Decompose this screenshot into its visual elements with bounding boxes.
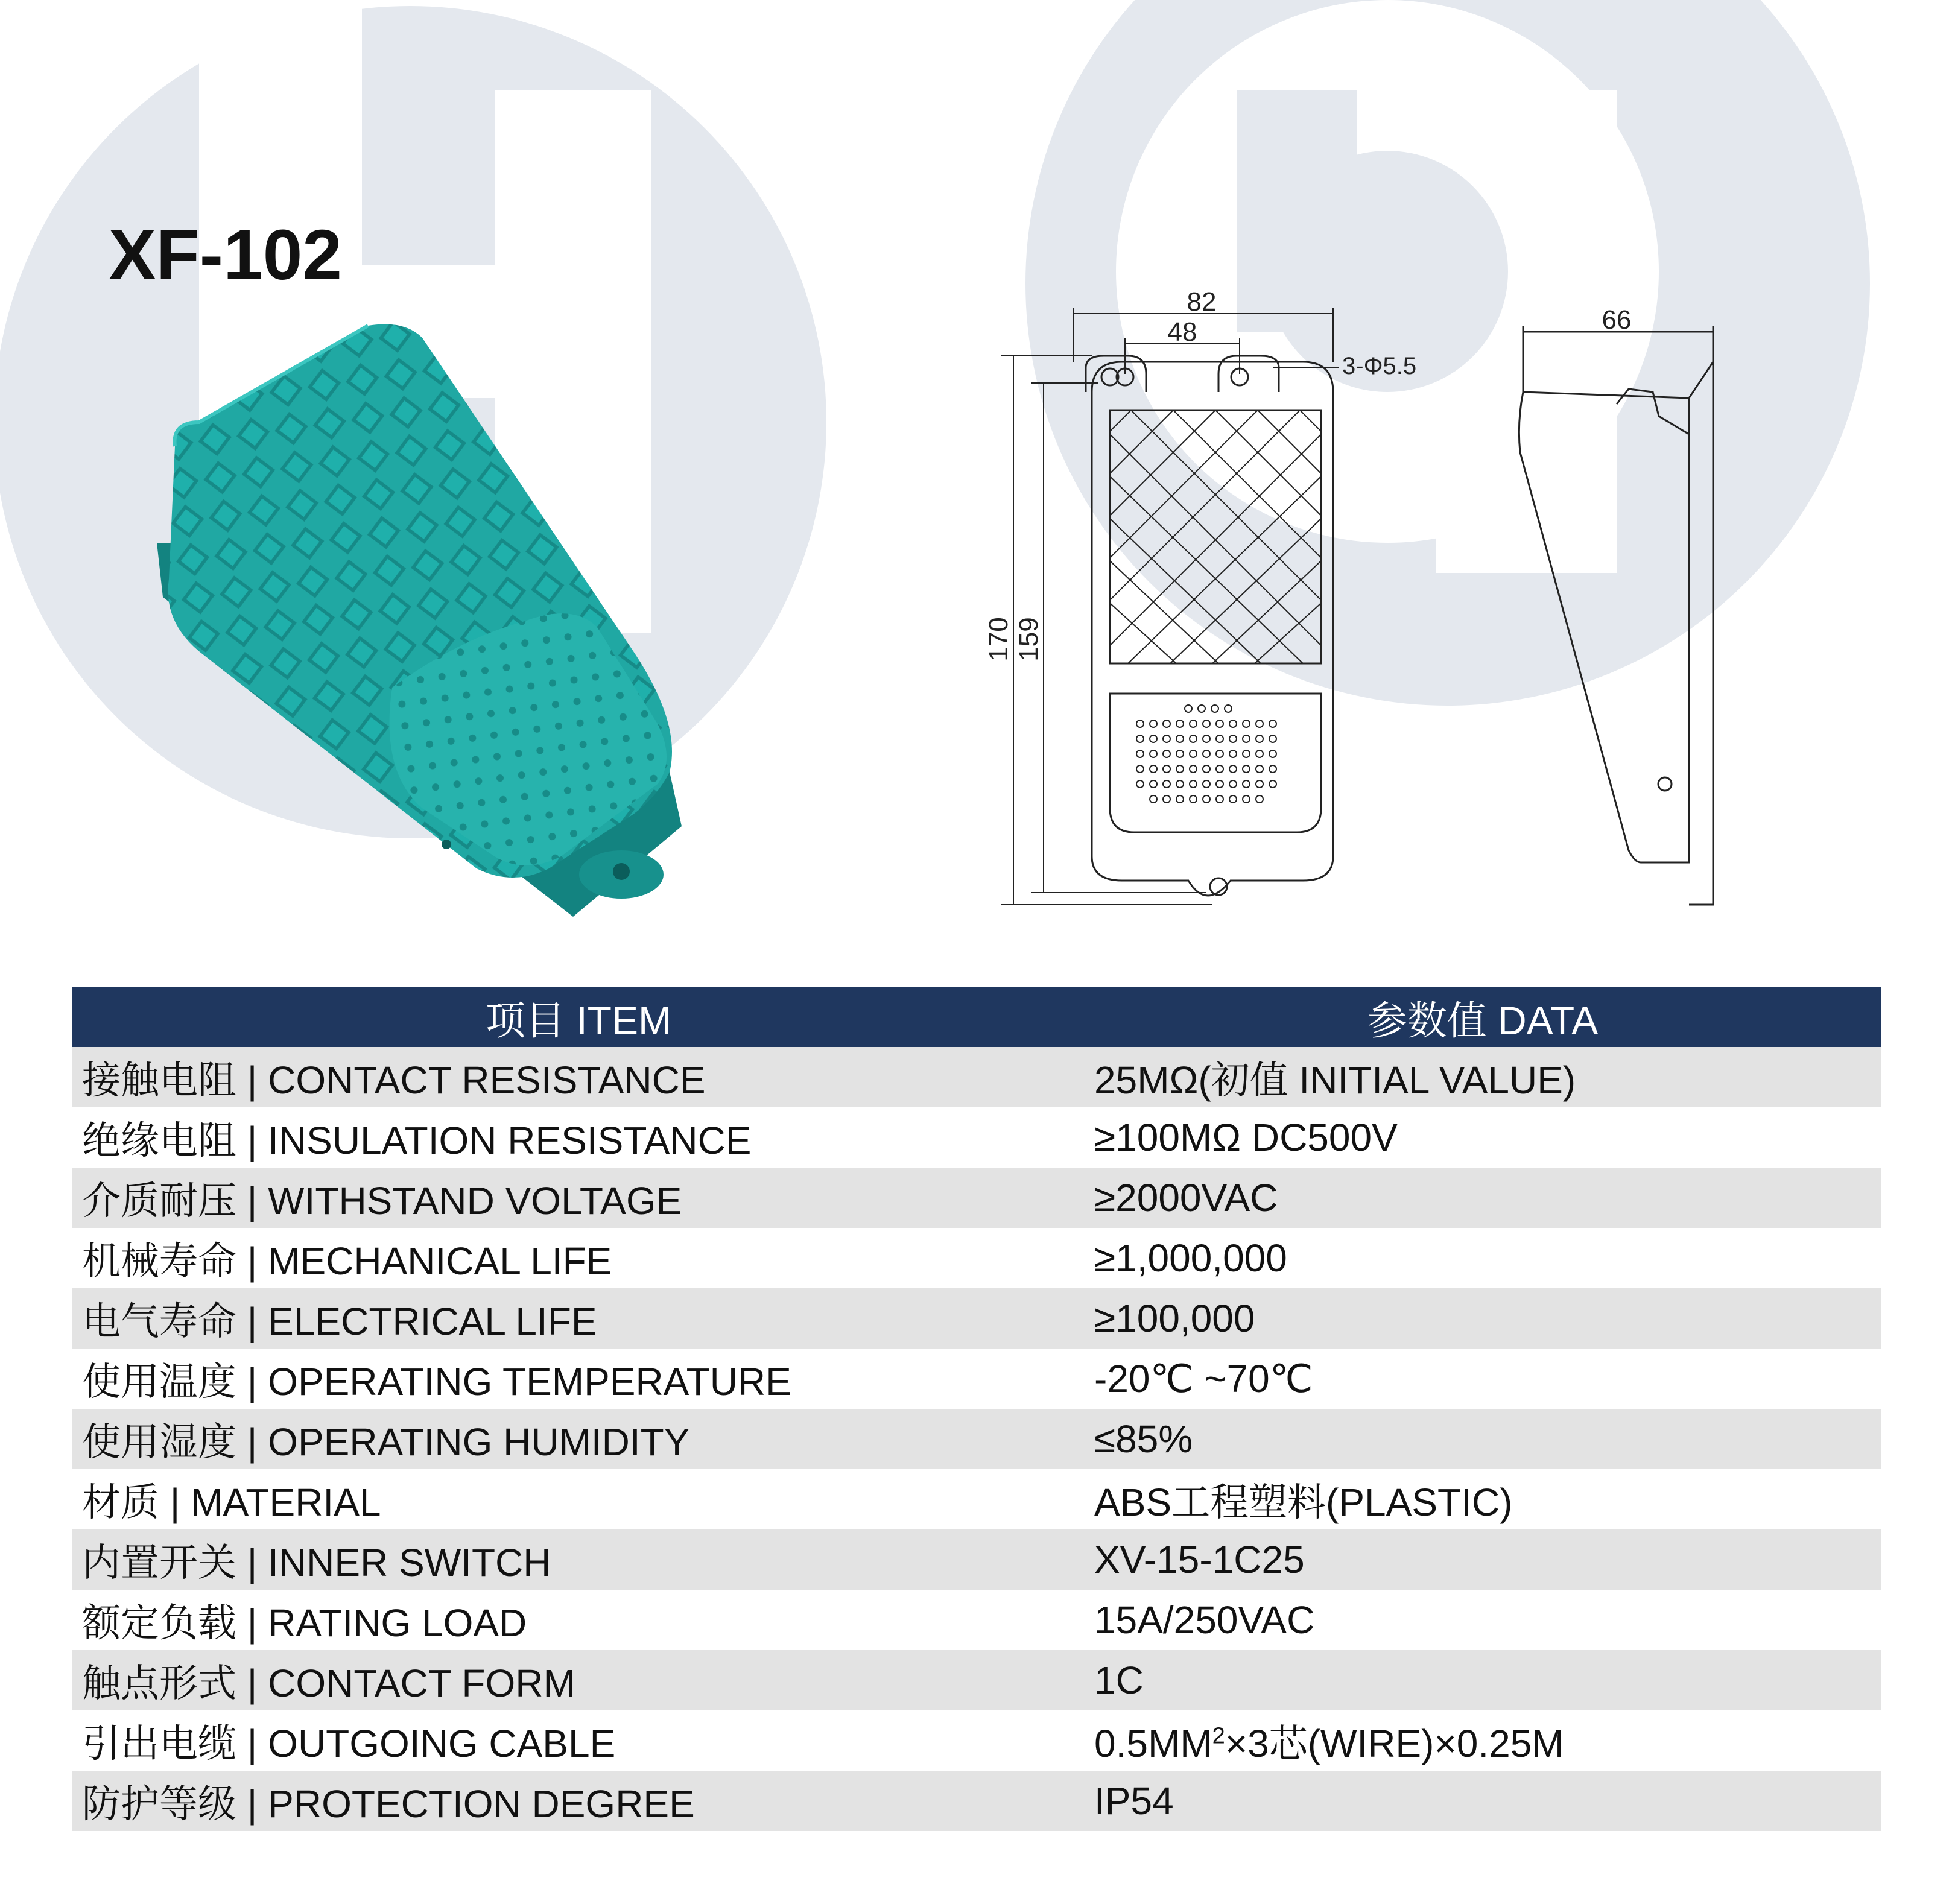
row-item: 绝缘电阻 | INSULATION RESISTANCE: [72, 1107, 1085, 1168]
row-data: [1085, 1710, 1881, 1771]
product-photo: [139, 314, 718, 929]
row-item: 内置开关 | INNER SWITCH: [72, 1529, 1085, 1590]
spec-table: [72, 987, 1881, 1831]
row-data: ≥100,000: [1085, 1288, 1881, 1349]
row-data: XV-15-1C25: [1085, 1529, 1881, 1590]
row-data: ≥100MΩ DC500V: [1085, 1107, 1881, 1168]
row-item: 介质耐压 | WITHSTAND VOLTAGE: [72, 1168, 1085, 1228]
dim-hole-spacing: 48: [1167, 317, 1197, 347]
table-row: [72, 1228, 1881, 1288]
table-row: [72, 1107, 1881, 1168]
table-row: [72, 1650, 1881, 1710]
row-item: 使用温度 | OPERATING TEMPERATURE: [72, 1349, 1085, 1409]
row-item: 机械寿命 | MECHANICAL LIFE: [72, 1228, 1085, 1288]
dim-total-length: 170: [984, 617, 1013, 662]
table-row: [72, 1710, 1881, 1771]
row-data: ≥1,000,000: [1085, 1228, 1881, 1288]
row-item: 引出电缆 | OUTGOING CABLE: [72, 1710, 1085, 1771]
row-data: IP54: [1085, 1771, 1881, 1831]
row-data: 1C: [1085, 1650, 1881, 1710]
table-header-row: [72, 987, 1881, 1047]
row-item: 触点形式 | CONTACT FORM: [72, 1650, 1085, 1710]
cable-size: 0.5MM: [1094, 1722, 1212, 1765]
row-data: 15A/250VAC: [1085, 1590, 1881, 1650]
cable-size-exponent: 2: [1212, 1723, 1225, 1749]
table-row: [72, 1590, 1881, 1650]
header-data: 参数值 DATA: [1085, 987, 1881, 1047]
cable-spec: ×3芯(WIRE)×0.25M: [1225, 1722, 1564, 1765]
technical-drawing: [965, 253, 1749, 923]
table-row: [72, 1047, 1881, 1107]
table-row: [72, 1288, 1881, 1349]
row-item: 额定负载 | RATING LOAD: [72, 1590, 1085, 1650]
header-item: 项目 ITEM: [72, 987, 1085, 1047]
row-data: ≥2000VAC: [1085, 1168, 1881, 1228]
dim-holes: 3-Φ5.5: [1342, 353, 1417, 379]
row-item: 使用湿度 | OPERATING HUMIDITY: [72, 1409, 1085, 1469]
table-row: [72, 1409, 1881, 1469]
dim-top-width: 82: [1187, 287, 1217, 317]
table-row: [72, 1771, 1881, 1831]
row-data: ≤85%: [1085, 1409, 1881, 1469]
model-title: XF-102: [109, 215, 342, 295]
row-item: 接触电阻 | CONTACT RESISTANCE: [72, 1047, 1085, 1107]
dim-side-depth: 66: [1602, 305, 1632, 335]
table-row: [72, 1529, 1881, 1590]
row-data: 25MΩ(初值 INITIAL VALUE): [1085, 1047, 1881, 1107]
row-data: ABS工程塑料(PLASTIC): [1085, 1469, 1881, 1529]
table-row: [72, 1349, 1881, 1409]
row-item: 材质 | MATERIAL: [72, 1469, 1085, 1529]
row-item: 防护等级 | PROTECTION DEGREE: [72, 1771, 1085, 1831]
row-item: 电气寿命 | ELECTRICAL LIFE: [72, 1288, 1085, 1349]
row-data: -20℃ ~70℃: [1085, 1349, 1881, 1409]
table-row: [72, 1469, 1881, 1529]
dim-inner-length: 159: [1014, 617, 1044, 662]
table-row: [72, 1168, 1881, 1228]
